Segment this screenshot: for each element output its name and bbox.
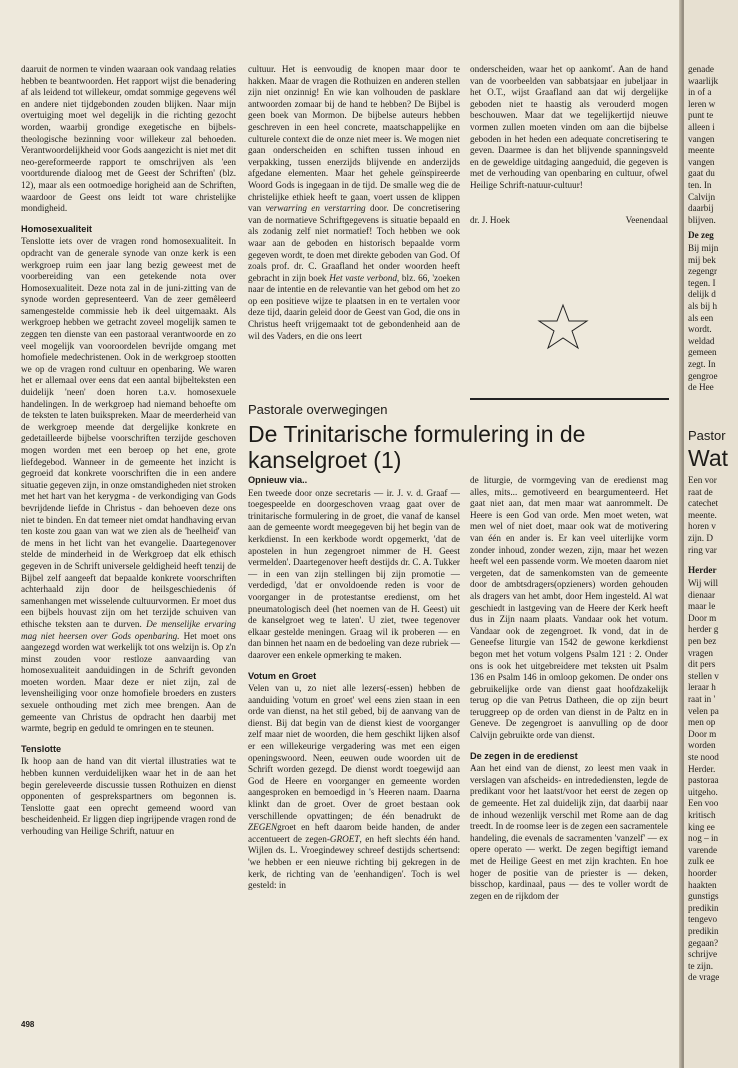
next-page-line: vangen <box>688 133 715 144</box>
article-title: De Trinitarische formulering in de kanselgroet (1) <box>248 421 586 473</box>
next-page-line: mij bek <box>688 254 716 265</box>
next-page-line: leraar h <box>688 682 716 693</box>
next-page-line: herder g <box>688 624 719 635</box>
author-signature <box>470 215 668 225</box>
zegen-paragraph: Aan het eind van de dienst, zo leest men vaak in verslagen van afscheids- en intredediensten, legde de predikant voor het laatst/voor het eerst de zegen op de gemeente. Het zal duidelijk zijn, dat daarbij naar de inhoud wezenlijk verschil met Rome aan de dag treedt. In de roomse leer is de zegen een sacramentele handeling, die evenals de sacramenten 'vanzelf' — ex opere operato — werkt. De zegen begiftigt iemand met de Heilige Geest en met zijn krachten. En hoe hoger de positie van de priester is — deken, bisschop, kardinaal, paus — des te voller wordt de zegen en de rijkdom der <box>470 763 668 901</box>
next-page-line: worden <box>688 740 716 751</box>
next-page-line: zijn. D <box>688 533 714 543</box>
column-2-emphasis-1: verwarring en verstarring <box>265 203 366 214</box>
author-name: dr. J. Hoek <box>470 215 510 225</box>
next-page-line: maar le <box>688 601 716 612</box>
votum-paragraph <box>248 683 460 892</box>
next-page-line: hoorder <box>688 868 717 878</box>
next-page-line: kritisch <box>688 810 716 820</box>
votum-em-zegen: ZEGEN <box>248 822 278 833</box>
next-page-heading-2: Herder <box>688 565 717 575</box>
next-page-line: Een vor <box>688 475 717 485</box>
next-page-line: vangen <box>688 156 715 167</box>
heading-zegen-eredienst: De zegen in de eredienst <box>470 750 578 761</box>
homosexualiteit-emphasis: De menselijke ervaring mag niet heersen over Gods openbaring. <box>21 618 236 641</box>
column-4 <box>248 475 460 1020</box>
next-page-line: ste nood <box>688 752 719 762</box>
votum-text: Velen van u, zo niet alle lezers(-essen) hebben de aanduiding 'votum en groet' wel eens zien staan in een orde van dienst, na het stil gebed, bij de aanvang van de dienst. Bij dat begin van de dienst kiest de voorganger zelf maar niet de woorden, die hem geschikt lijken alsof er een willekeurige vergadering was met een eigen openingswoord. Neen, eeuwen oude woorden uit de Schrift worden gezegd. De dienst wordt toegewijd aan God de Heere en voorganger en gemeente worden aangesproken en bemoedigd in 's Heeren naam. Daarna klinkt dan de groet. Over de groet bestaan ook verschillende opvattingen; de één benadrukt de <box>248 683 460 821</box>
column-5 <box>470 475 668 1020</box>
author-place: Veenendaal <box>625 215 668 225</box>
heading-homosexualiteit: Homosexualiteit <box>21 223 92 234</box>
next-page-line: catechet <box>688 498 719 509</box>
heading-opnieuw-via: Opnieuw via.. <box>248 475 308 485</box>
next-page-line: Calvijn <box>688 191 716 202</box>
next-page-line: punt te <box>688 110 714 121</box>
next-page-line: pastoraa <box>688 775 719 786</box>
column-2-emphasis-2: Het vaste verbond <box>329 272 397 283</box>
next-page-line: gemeen <box>688 347 717 358</box>
next-page-line: tegen. I <box>688 277 716 288</box>
next-page-line: velen pa <box>688 705 719 716</box>
next-page-line: king ee <box>688 821 715 832</box>
next-page-line: horen v <box>688 521 716 532</box>
next-page-line: weldad <box>688 335 715 346</box>
column-2-paragraph <box>248 64 460 342</box>
column-2-text-3: , blz. 66, 'zoeken naar de intentie en de relevantie van het gebod om het zo op een positieve wijze te plaatsen in en te vertalen voor deze tijd, daarin geleid door de Geest van God, die ons in Christus heeft vrijgemaakt tot de gebondenheid aan de wil des Vaders, en die ons leert <box>248 272 460 341</box>
next-page-line: ten. In <box>688 180 712 190</box>
votum-text-mid: groet en heft daarom beide handen, de ander accentueert de zegen- <box>248 822 460 844</box>
votum-text-end: , en heft slechts één hand. Wijlen ds. L. Vroegindewey schreef destijds schertsend: 'we hebben er een nieuwe richting bij gekregen in de kerk, de richting van de 'eenhandigen'. Toch is wel gesteld: in <box>248 833 460 891</box>
next-page-line: predikin <box>688 926 719 936</box>
next-page-line: haakten <box>688 879 717 890</box>
heading-tenslotte: Tenslotte <box>21 743 62 754</box>
next-page-line: schrijve <box>688 949 718 960</box>
next-page-line: zulk ee <box>688 856 715 867</box>
next-page-line: meente <box>688 145 715 156</box>
next-page-line: de Hee <box>688 382 714 393</box>
section-divider <box>470 398 669 400</box>
next-page-line: Door m <box>688 728 717 739</box>
next-page-line: varende <box>688 844 718 855</box>
next-page-line: gaat du <box>688 168 715 179</box>
next-page-line: Herder. <box>688 763 716 774</box>
next-page-line: dienaar <box>688 589 716 600</box>
next-page-line: Door m <box>688 612 717 623</box>
homosexualiteit-text-rest: Het moet ons aangezegd worden wat werkelijk tot ons welzijn is. Op z'n minst zouden voor restloze aanvaarding van homosexualiteit aanduidingen in de Schrift gevonden moeten worden. Maar deze er niet zijn, zal de levensheiliging voor onze homofiele broeders en zusters sexuele onthouding met zich mee brengen. Aan de gemeente van Christus de opdracht hen daarbij met warmte, begrip en geduld te omringen en te steunen. <box>21 630 236 734</box>
column-2-text: cultuur. Het is eenvoudig de knopen maar door te hakken. Maar de vragen die Rothuizen en anderen stellen zijn niet onzinnig! En wie kan volhouden de pasklare antwoorden zomaar bij de hand te hebben? De Bijbel is geen boek van Mormon. De bijbelse auteurs hebben geschreven in een heel concrete, maatschappelijke en culturele context die de onze niet meer is. We mogen niet gaan onderscheiden en schiften tussen inhoud en verpakking, tussen enerzijds blijvende en anderzijds afgedane elementen. Maar het gehele geïnspireerde Woord Gods is ingegaan in de tijd. De smalle weg die de christelijke ethiek heeft te gaan, voert ussen de klippen van <box>248 64 460 214</box>
homosexualiteit-paragraph <box>21 236 236 735</box>
next-page-line: alleen i <box>688 122 715 132</box>
next-page-line: gengroe <box>688 370 718 381</box>
next-page-line: tengevo <box>688 914 718 925</box>
next-page-line: Bij mijn <box>688 243 719 253</box>
column-3-paragraph: onderscheiden, waar het op aankomt'. Aan de hand van de voorbeelden van sabbatsjaar en jubeljaar in het O.T., wijst Graafland aan dat wij dergelijke geboden niet te haastig als verouderd mogen beschouwen. Maar dat we tegelijkertijd nieuwe vormen zullen moeten vinden om aan die bijbelse geboden in het heden een adequate concretisering te geven. Daarmee is dan het blijvende spanningsveld en de geweldige uitdaging aangeduid, die gegeven is met de verhouding van openbaring en cultuur, ofwel Heilige Schrift-natuur-cultuur! <box>470 64 668 190</box>
next-page-edge <box>684 0 738 1068</box>
next-page-line: waarlijk <box>688 75 719 86</box>
next-page-line: Wij will <box>688 578 718 588</box>
next-page-line: leren w <box>688 98 716 109</box>
next-page-line: blijven. <box>688 214 716 225</box>
article-kicker: Pastorale overwegingen <box>248 402 388 417</box>
next-page-line: zegt. In <box>688 359 716 369</box>
column-1 <box>21 64 236 1014</box>
next-page-line: nog – in <box>688 833 719 844</box>
next-page-line: stellen v <box>688 670 719 681</box>
liturgie-paragraph: de liturgie, de vormgeving van de eredienst mag alles, mits... gemotiveerd en beargumenteerd. Het gaat niet aan, dat men maar wat aanrommelt. De Heere is een God van orde. Men moet weten, wat men wel of niet doet, maar ook wat de motivering van één en ander is. Er kan veel uiterlijke vorm zonder inhoud, zonder wezen, zijn, maar het wezen heeft wel een passende vorm. We moeten daarom niet vergeten, dat de samenkomsten van de gemeente door de ambtsdragers(opzieners) worden gehouden als dragers van het ambt, door Hem ingesteld. Al wat geschiedt in lastgeving van de Heere der Kerk heeft dus in Zijn naam plaats. Vandaar ook het votum. Vandaar ook de zegengroet. Ik vond, dat in de Geneefse liturgie van 1542 de gewone kerkdienst begon met het votum volgens Psalm 121 : 2. Onder ons is ook het uitgebreidere met teksten uit Psalm 136 en Psalm 146 in omloop gekomen. De onder ons gebruikelijke orde van dienst gaat hoofdzakelijk terug op die van Petrus Datheen, die op zijn beurt teruggreep op de orden van dienst in de Paltz en in Geneve. De zegengroet is aanvulling op de door Calvijn gebruikte orde van dienst. <box>470 475 668 741</box>
next-page-line: wordt. <box>688 324 712 335</box>
next-page-line: predikin <box>688 902 719 913</box>
homosexualiteit-text: Tenslotte iets over de vragen rond homosexualiteit. In opdracht van de generale synode van onze kerk is een werkgroep ruim een jaar lang bezig geweest met de voorbereiding van een getekende nota over Homosexualiteit. Deze nota zal in de juni-zitting van de synode worden gepresenteerd. Van de zeer gemêleerd samengestelde commissie heb ik deel uitgemaakt. Als werkgroep hebben we getracht zoveel mogelijk samen te zeggen ten dienste van een pastoraal verantwoorde en zo veel mogelijk van vooroordelen bevrijde omgang met homofiele medechristenen. Ook in de werkgroep stootten we op de vragen rond cultuur en openbaring. We waren het er allemaal over eens dat een aantal bijbelteksten een duidelijk 'neen' doen horen t.a.v. homosexuele handelingen. In de werkgroep had niemand behoefte om de teksten te laten buikspreken. Maar de meerderheid van de werkgroep meende dat dergelijke konkrete en gedetailleerde bijbelse voorschriften terzijde geschoven mogen worden met een beroep op het ene, grote liefdegebod. Wanneer in de gemeente het inzicht is gegroeid dat konkrete voorschriften die in een andere situatie gegeven zijn, in onze omstandigheden niet stroken met het hart van het kerygma - de verkondiging van Gods bevrijdende liefde in Christus - dan behoeven deze ons niet te binden. En dat temeer niet omdat handhaving ervan ten koste zou gaan van wat we zien als de 'heelheid' van de mens in het licht van het evangelie. Daartegenover stelde de minderheid in de Werkgroep dat elk ethisch gegeven in de Schrift universele geldigheid heeft tenzij de Bijbel zelf aangeeft dat bepaalde konkrete voorschriften achterhaald zijn door de heilsgeschiedenis óf samenhangen met wisselende cultuurvormen. Er moet dus een bijbels houvast zijn om het terzijde schuiven van ethische teksten aan te durven. <box>21 236 236 629</box>
next-page-line: men op <box>688 717 716 728</box>
next-page-line: ring var <box>688 544 717 555</box>
next-page-line: gunstigs <box>688 891 719 902</box>
next-page-line: raat in ' <box>688 694 716 704</box>
next-page-line: Een voo <box>688 798 719 809</box>
next-page-line: de vrage <box>688 972 720 983</box>
next-page-line: genade <box>688 64 715 74</box>
next-page-line: uitgeho. <box>688 786 718 797</box>
next-page-line: gegaan? <box>688 937 719 948</box>
next-page-line: als een <box>688 312 714 323</box>
page-number: 498 <box>21 1020 35 1029</box>
next-page-line: meente. <box>688 509 717 520</box>
column-3 <box>470 64 668 214</box>
next-page-title: Wat <box>688 445 729 471</box>
next-page-heading: De zeg <box>688 230 714 240</box>
next-page-line: zegengr <box>688 266 718 277</box>
votum-em-groet: GROET <box>329 833 360 844</box>
tenslotte-paragraph: Ik hoop aan de hand van dit viertal illustraties wat te hebben kunnen verduidelijken waar het in de aan het begin gereleveerde discussie tussen Rothuizen en dienst opponenten of gesprekspartners om begonnen is. Tenslotte gaat een oprecht gemeend woord van bescheidenheid. Er liggen diep ingrijpende vragen rond de verhouding van Heilige Schrift, natuur en <box>21 756 236 836</box>
column-2 <box>248 64 460 394</box>
intro-paragraph: daaruit de normen te vinden waaraan ook vandaag relaties hebben te beantwoorden. Het rapport wijst die benadering af als leidend tot willekeur, omdat sommige gegevens wél en andere niet tijdgebonden zouden blijken. Naar mijn overtuiging moet wel degelijk in die richting gezocht worden, waarbij grondige exegetische en bijbels-theologische bezinning voor willekeur zal behoeden. Verantwoordelijkheid voor Gods aangezicht is niet met dit neo-gereformeerde rapport te omschrijven als 'een voortdurende dialoog met de Geest der Schriften' (blz. 12), maar als een ootmoedige horigheid aan de Schriften, waardoor de Geest ons leidt tot ware christelijke mondigheid. <box>21 64 236 214</box>
next-page-line: pen bez <box>688 636 717 646</box>
next-page-line: delijk d <box>688 289 716 300</box>
next-page-line: vragen <box>688 647 713 658</box>
next-page-line: raat de <box>688 486 713 497</box>
next-page-line: te zijn. <box>688 960 714 971</box>
next-page-line: dit pers <box>688 659 716 670</box>
next-page-line: als bij h <box>688 301 718 311</box>
next-page-line: in of a <box>688 87 712 98</box>
star-ornament-icon <box>536 302 590 352</box>
heading-votum-en-groet: Votum en Groet <box>248 670 317 681</box>
column-2-text-2: door. De concretisering van de normatieve Schriftgegevens is situatie bepaald en als zodanig zelf niet normatief! Toch hebben we ook waar aan de geboden en historisch bepaalde vorm gegeven wordt, te doen met direkte geboden van God. Of zoals prof. dr. C. Graafland het onder woorden heeft gebracht in zijn boek <box>248 203 460 283</box>
next-page-kicker: Pastor <box>688 428 726 443</box>
next-page-line: daarbij <box>688 203 714 214</box>
opnieuw-via-paragraph: Een tweede door onze secretaris — ir. J. v. d. Graaf — toegespeelde en doorgeschoven vraag gaat over de trinitarische formulering in de groet, die vanaf de kansel aan de gemeente wordt meegegeven bij het begin van de kerkdienst. In een kerkbode wordt opgemerkt, 'dat de apostelen in hun zegengroet nimmer de H. Geest vermelden'. Daartegenover heeft destijds dr. C. A. Tukker — in een van zijn stellingen bij zijn promotie — verdedigd, 'dat er onvoldoende reden is voor de voorganger in de protestantse eredienst, om het pneumatologisch deel (het noemen van de H. Geest) uit de kanselgroet weg te laten'. U ziet, twee tegenover elkaar gestelde meningen. Graag wil ik proberen — en dan binnen het naam en de bedoeling van deze rubriek — daarover een enkele opmerking te maken. <box>248 487 460 660</box>
